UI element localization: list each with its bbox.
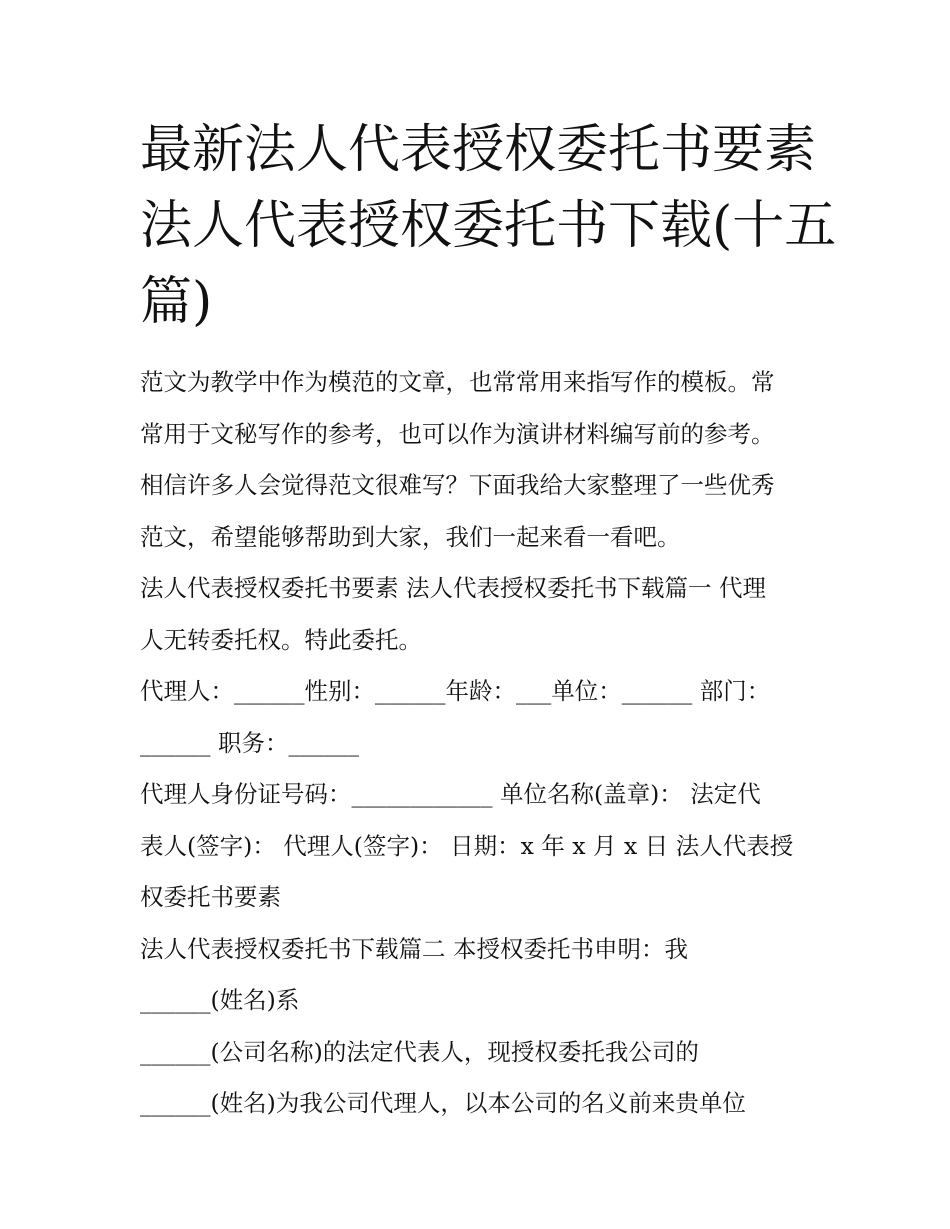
body-line: 代理人：______性别：______年龄：___单位：______ 部门： [140, 677, 771, 705]
document-body [140, 357, 830, 1130]
body-line: 法人代表授权委托书要素 法人代表授权委托书下载篇一 代理 [140, 574, 766, 602]
body-line: 常用于文秘写作的参考，也可以作为演讲材料编写前的参考。 [140, 419, 775, 448]
body-line: 法人代表授权委托书下载篇二 本授权委托书申明：我 [140, 934, 688, 963]
body-line: 相信许多人会觉得范文很难写？下面我给大家整理了一些优秀 [140, 471, 775, 499]
body-line: 范文为教学中作为模范的文章，也常常用来指写作的模板。常 [140, 368, 775, 396]
document-title [140, 112, 837, 340]
body-line: ______(公司名称)的法定代表人，现授权委托我公司的 [140, 1037, 699, 1066]
body-line: ______ 职务：______ [140, 728, 359, 757]
title-line: 最新法人代表授权委托书要素 [140, 120, 817, 180]
title-line: 篇) [140, 272, 213, 332]
body-line: 范文，希望能够帮助到大家，我们一起来看一看吧。 [140, 522, 681, 551]
title-line: 法人代表授权委托书下载(十五 [140, 196, 837, 256]
body-line: ______(姓名)为我公司代理人，以本公司的名义前来贵单位 [140, 1089, 746, 1117]
body-line: ______(姓名)系 [140, 986, 300, 1014]
body-line: 代理人身份证号码：____________ 单位名称(盖章)： 法定代 [140, 780, 761, 808]
body-line: 人无转委托权。特此委托。 [140, 625, 422, 654]
body-line: 权委托书要素 [140, 883, 281, 911]
body-line: 表人(签字)： 代理人(签字)： 日期：x 年 x 月 x 日 法人代表授 [140, 831, 794, 860]
